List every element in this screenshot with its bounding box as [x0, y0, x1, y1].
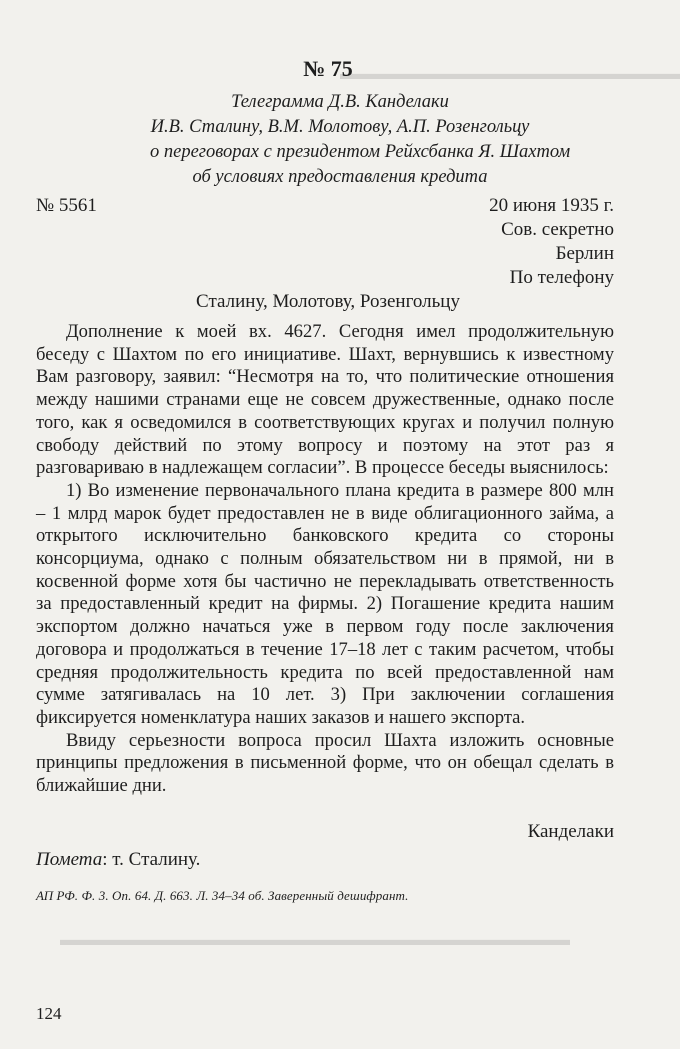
classification-label: Сов. секретно [501, 219, 614, 240]
document-heading [150, 90, 571, 190]
heading-line: И.В. Сталину, В.М. Молотову, А.П. Розенгольцу [150, 117, 530, 137]
place-label: Берлин [555, 243, 614, 264]
heading-line: об условиях предоставления кредита [192, 167, 488, 187]
annotation-note [36, 849, 200, 871]
telegram-number: № 5561 [36, 195, 97, 216]
heading-line: Телеграмма Д.В. Канделаки [231, 92, 449, 112]
transmission-label: По телефону [509, 267, 614, 288]
telegram-date: 20 июня 1935 г. [489, 195, 614, 216]
bleed-through-texture: ▬▬▬▬▬▬▬▬▬▬▬▬▬▬▬▬▬▬▬▬▬▬▬▬▬▬▬▬▬▬ [60, 930, 570, 949]
body-paragraph: Ввиду серьезности вопроса просил Шахта изложить основные принципы предложения в письменной форме, что он обещал сделать в ближайшие дни. [36, 729, 614, 797]
note-text: : т. Сталину. [102, 849, 201, 870]
body-paragraph: Дополнение к моей вх. 4627. Сегодня имел продолжительную беседу с Шахтом по его инициативе. Шахт, вернувшись к известному Вам разговору, заявил: “Несмотря на то, что политические отношения между нашими странами еще не совсем дружественные, однако после того, как я осведомился в соответствующих кругах и получил полную свободу действий по этому вопросу и поэтому на этот раз я разговариваю в надлежащем согласии”. В процессе беседы выяснилось: [36, 321, 614, 479]
body-paragraph: 1) Во изменение первоначального плана кредита в размере 800 млн – 1 млрд марок будет предоставлен не в виде облигационного займа, а открытого исключительно банковского кредита со стороны консорциума, однако с полным обязательством ни в прямой, ни в косвенной форме хотя бы частично не перекладывать ответственность за предоставленный кредит на фирмы. 2) Погашение кредита нашим экспортом должно начаться уже в первом году после заключения договора и продолжаться в течение 17–18 лет с таким расчетом, чтобы средняя продолжительность кредита по всей предоставленной нам сумме затягивалась на 10 лет. 3) При заключении соглашения фиксируется номенклатура наших заказов и нашего экспорта. [36, 479, 614, 728]
archive-reference: АП РФ. Ф. 3. Оп. 64. Д. 663. Л. 34–34 об. Заверенный дешифрант. [36, 888, 409, 903]
bleed-through-texture: ▬▬▬▬▬▬▬▬▬▬▬▬▬▬▬▬▬▬▬▬ [340, 64, 680, 83]
document-body [36, 321, 614, 798]
page-number: 124 [36, 1004, 62, 1023]
addressees: Сталину, Молотову, Розенгольцу [196, 291, 460, 312]
note-label: Помета [36, 849, 103, 870]
document-number: № 75 [303, 56, 353, 81]
heading-line: о переговорах с президентом Рейхсбанка Я. Шахтом [150, 142, 571, 162]
signature: Канделаки [527, 821, 614, 842]
